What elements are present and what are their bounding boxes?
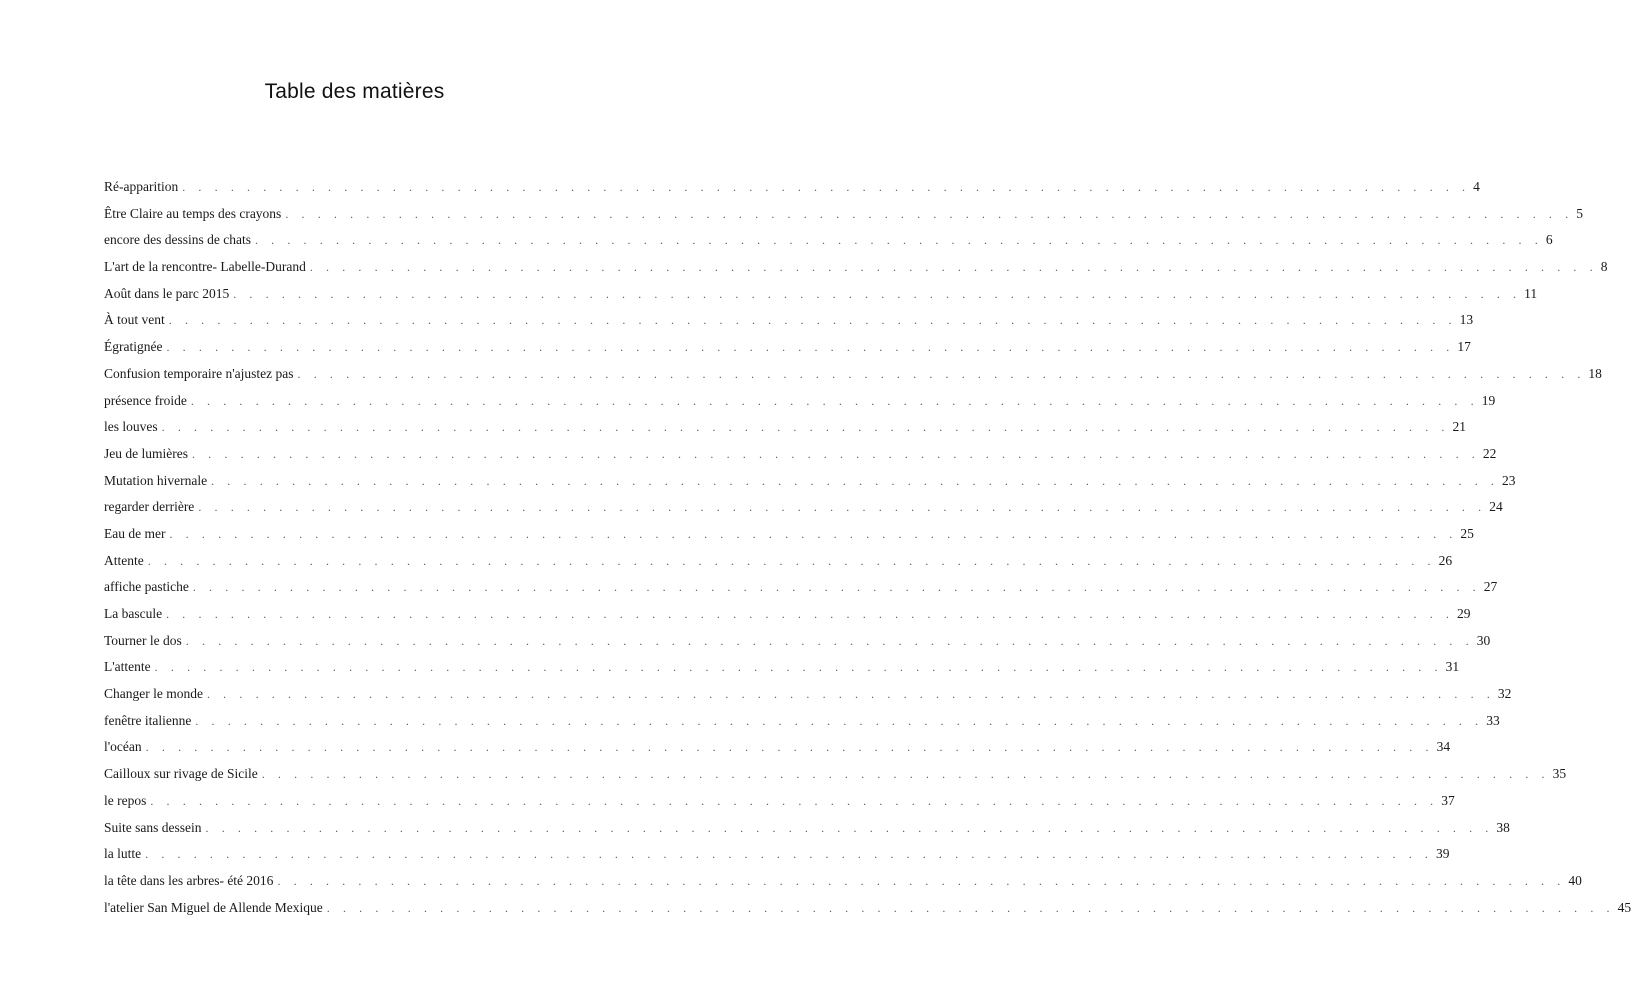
toc-page-number: 37: [1441, 792, 1455, 808]
dot-leader: . . . . . . . . . . . . . . . . . . . . . . . . . . . . . . . . . . . . . . . . . . . . . . . . . . . . . . . . . . . . . . . . . . . . . . . . . . . . . . . .: [145, 847, 1434, 862]
toc-page-number: 34: [1436, 739, 1451, 755]
toc-entry-title: Tourner le dos: [104, 632, 182, 648]
toc-entry[interactable]: [104, 815, 1510, 842]
toc-page-number: 4: [1473, 179, 1480, 194]
toc-entry-title: la tête dans les arbres- été 2016: [104, 872, 274, 888]
toc-page-number: 6: [1545, 232, 1553, 248]
dot-leader: . . . . . . . . . . . . . . . . . . . . . . . . . . . . . . . . . . . . . . . . . . . . . . . . . . . . . . . . . . . . . . . . . . . . . . . . . . . . . . . .: [166, 340, 1455, 355]
toc-entry[interactable]: [104, 895, 1631, 922]
dot-leader: . . . . . . . . . . . . . . . . . . . . . . . . . . . . . . . . . . . . . . . . . . . . . . . . . . . . . . . . . . . . . . . . . . . . . . . . . . . . . . . .: [297, 366, 1586, 381]
toc-page-number: 35: [1552, 766, 1567, 782]
toc-entry[interactable]: [104, 174, 1480, 201]
toc-page-number: 39: [1436, 846, 1450, 862]
toc-page-number: 5: [1576, 205, 1583, 221]
toc-entry-title: Changer le monde: [104, 686, 203, 702]
toc-page-number: 26: [1438, 552, 1453, 568]
toc-entry[interactable]: [104, 601, 1471, 628]
toc-page-number: 40: [1568, 872, 1582, 888]
toc-entry[interactable]: [104, 468, 1516, 495]
dot-leader: . . . . . . . . . . . . . . . . . . . . . . . . . . . . . . . . . . . . . . . . . . . . . . . . . . . . . . . . . . . . . . . . . . . . . . . . . . . . . . . .: [150, 793, 1439, 808]
toc-entry[interactable]: [104, 708, 1500, 735]
toc-page-number: 24: [1489, 499, 1503, 515]
toc-entry-title: Eau de mer: [104, 525, 166, 541]
toc-entry-title: l'atelier San Miguel de Allende Mexique: [104, 899, 323, 915]
toc-entry-title: la lutte: [104, 846, 142, 862]
toc-entry-title: Suite sans dessein: [104, 819, 202, 835]
toc-entry[interactable]: [104, 307, 1474, 334]
dot-leader: . . . . . . . . . . . . . . . . . . . . . . . . . . . . . . . . . . . . . . . . . . . . . . . . . . . . . . . . . . . . . . . . . . . . . . . . . . . . . . . .: [254, 233, 1543, 248]
toc-page-number: 30: [1476, 632, 1491, 648]
toc-entry-title: Ré-apparition: [104, 179, 179, 194]
toc-page-number: 8: [1600, 259, 1608, 275]
toc-entry[interactable]: [104, 548, 1453, 575]
toc-entry-title: Égratignée: [104, 339, 163, 355]
dot-leader: . . . . . . . . . . . . . . . . . . . . . . . . . . . . . . . . . . . . . . . . . . . . . . . . . . . . . . . . . . . . . . . . . . . . . . . . . . . . . . . .: [190, 393, 1479, 408]
dot-leader: . . . . . . . . . . . . . . . . . . . . . . . . . . . . . . . . . . . . . . . . . . . . . . . . . . . . . . . . . . . . . . . . . . . . . . . . . . . . . . . .: [161, 420, 1450, 435]
toc-entry-title: Jeu de lumières: [104, 445, 188, 461]
toc-entry-title: Août dans le parc 2015: [104, 285, 230, 301]
toc-entry[interactable]: [104, 521, 1474, 548]
toc-page-number: 22: [1482, 445, 1497, 461]
dot-leader: . . . . . . . . . . . . . . . . . . . . . . . . . . . . . . . . . . . . . . . . . . . . . . . . . . . . . . . . . . . . . . . . . . . . . . . . . . . . . . . .: [309, 260, 1598, 275]
toc-page-number: 33: [1486, 712, 1500, 728]
toc-entry[interactable]: [104, 628, 1491, 655]
toc-entry-title: présence froide: [104, 392, 187, 408]
toc-page-number: 27: [1483, 579, 1498, 595]
toc-entry-title: Être Claire au temps des crayons: [104, 205, 282, 221]
toc-entry[interactable]: [104, 574, 1498, 601]
toc-page-number: 45: [1617, 899, 1631, 915]
toc-entry-title: les louves: [104, 419, 158, 435]
dot-leader: . . . . . . . . . . . . . . . . . . . . . . . . . . . . . . . . . . . . . . . . . . . . . . . . . . . . . . . . . . . . . . . . . . . . . . . . . . . . . . . .: [206, 687, 1495, 702]
dot-leader: . . . . . . . . . . . . . . . . . . . . . . . . . . . . . . . . . . . . . . . . . . . . . . . . . . . . . . . . . . . . . . . . . . . . . . . . . . . . . . . .: [261, 767, 1550, 782]
dot-leader: . . . . . . . . . . . . . . . . . . . . . . . . . . . . . . . . . . . . . . . . . . . . . . . . . . . . . . . . . . . . . . . . . . . . . . . . . . . . . . . .: [191, 446, 1480, 461]
toc-entry[interactable]: [104, 201, 1583, 228]
dot-leader: . . . . . . . . . . . . . . . . . . . . . . . . . . . . . . . . . . . . . . . . . . . . . . . . . . . . . . . . . . . . . . . . . . . . . . . . . . . . . . . .: [147, 553, 1436, 568]
page-title: Table des matières: [264, 80, 445, 103]
dot-leader: . . . . . . . . . . . . . . . . . . . . . . . . . . . . . . . . . . . . . . . . . . . . . . . . . . . . . . . . . . . . . . . . . . . . . . . . . . . . . . . .: [205, 820, 1494, 835]
toc-entry-title: À tout vent: [104, 312, 165, 328]
toc-entry[interactable]: [104, 414, 1467, 441]
toc-entry-title: fenêtre italienne: [104, 712, 192, 728]
dot-leader: . . . . . . . . . . . . . . . . . . . . . . . . . . . . . . . . . . . . . . . . . . . . . . . . . . . . . . . . . . . . . . . . . . . . . . . . . . . . . . . .: [326, 900, 1615, 915]
toc-entry-title: Attente: [104, 552, 144, 568]
toc-page-number: 11: [1524, 285, 1538, 301]
dot-leader: . . . . . . . . . . . . . . . . . . . . . . . . . . . . . . . . . . . . . . . . . . . . . . . . . . . . . . . . . . . . . . . . . . . . . . . . . . . . . . . .: [211, 473, 1500, 488]
dot-leader: . . . . . . . . . . . . . . . . . . . . . . . . . . . . . . . . . . . . . . . . . . . . . . . . . . . . . . . . . . . . . . . . . . . . . . . . . . . . . . . .: [233, 286, 1522, 301]
toc-entry[interactable]: [104, 494, 1503, 521]
toc-entry[interactable]: [104, 761, 1567, 788]
toc-page-number: 19: [1481, 392, 1496, 408]
dot-leader: . . . . . . . . . . . . . . . . . . . . . . . . . . . . . . . . . . . . . . . . . . . . . . . . . . . . . . . . . . . . . . . . . . . . . . . . . . . . . . . .: [145, 740, 1434, 755]
toc-page-number: 29: [1457, 606, 1471, 621]
toc-entry-title: Confusion temporaire n'ajustez pas: [104, 365, 294, 381]
toc-entry-title: l'océan: [104, 739, 142, 755]
toc-page-number: 32: [1497, 686, 1512, 702]
toc-entry-title: le repos: [104, 792, 147, 808]
toc-entry-title: L'art de la rencontre- Labelle-Durand: [104, 259, 306, 275]
toc-entry-title: encore des dessins de chats: [104, 232, 251, 248]
toc-entry[interactable]: [104, 654, 1460, 681]
toc-entry[interactable]: [104, 334, 1471, 361]
toc-entry[interactable]: [104, 681, 1512, 708]
toc-entry-title: regarder derrière: [104, 499, 195, 515]
toc-entry[interactable]: [104, 361, 1602, 388]
toc-entry-title: affiche pastiche: [104, 579, 189, 595]
toc-entry[interactable]: [104, 734, 1451, 761]
dot-leader: . . . . . . . . . . . . . . . . . . . . . . . . . . . . . . . . . . . . . . . . . . . . . . . . . . . . . . . . . . . . . . . . . . . . . . . . . . . . . . . .: [185, 633, 1474, 648]
dot-leader: . . . . . . . . . . . . . . . . . . . . . . . . . . . . . . . . . . . . . . . . . . . . . . . . . . . . . . . . . . . . . . . . . . . . . . . . . . . . . . . .: [198, 500, 1487, 515]
toc-entry-title: Cailloux sur rivage de Sicile: [104, 766, 258, 782]
toc-page-number: 31: [1445, 659, 1460, 675]
toc-page-number: 23: [1502, 472, 1516, 488]
toc-entry[interactable]: [104, 388, 1496, 415]
dot-leader: . . . . . . . . . . . . . . . . . . . . . . . . . . . . . . . . . . . . . . . . . . . . . . . . . . . . . . . . . . . . . . . . . . . . . . . . . . . . . . . .: [192, 580, 1481, 595]
toc-entry[interactable]: [104, 788, 1455, 815]
toc-page-number: 21: [1452, 419, 1467, 435]
dot-leader: . . . . . . . . . . . . . . . . . . . . . . . . . . . . . . . . . . . . . . . . . . . . . . . . . . . . . . . . . . . . . . . . . . . . . . . . . . . . . . . .: [182, 180, 1471, 194]
toc-page-number: 17: [1457, 339, 1471, 355]
toc-entry-title: Mutation hivernale: [104, 472, 208, 488]
dot-leader: . . . . . . . . . . . . . . . . . . . . . . . . . . . . . . . . . . . . . . . . . . . . . . . . . . . . . . . . . . . . . . . . . . . . . . . . . . . . . . . .: [277, 873, 1566, 888]
toc-entry[interactable]: [104, 841, 1450, 868]
toc-page-number: 13: [1459, 312, 1474, 328]
toc-entry[interactable]: [104, 868, 1582, 895]
dot-leader: . . . . . . . . . . . . . . . . . . . . . . . . . . . . . . . . . . . . . . . . . . . . . . . . . . . . . . . . . . . . . . . . . . . . . . . . . . . . . . . .: [285, 206, 1574, 221]
toc-entry[interactable]: [104, 254, 1608, 281]
toc-page-number: 38: [1496, 819, 1510, 835]
toc-entry[interactable]: [104, 281, 1538, 308]
toc-page-number: 18: [1588, 365, 1602, 381]
dot-leader: . . . . . . . . . . . . . . . . . . . . . . . . . . . . . . . . . . . . . . . . . . . . . . . . . . . . . . . . . . . . . . . . . . . . . . . . . . . . . . . .: [168, 313, 1457, 328]
table-of-contents: [104, 174, 1631, 921]
dot-leader: . . . . . . . . . . . . . . . . . . . . . . . . . . . . . . . . . . . . . . . . . . . . . . . . . . . . . . . . . . . . . . . . . . . . . . . . . . . . . . . .: [195, 713, 1484, 728]
toc-entry-title: L'attente: [104, 659, 151, 675]
dot-leader: . . . . . . . . . . . . . . . . . . . . . . . . . . . . . . . . . . . . . . . . . . . . . . . . . . . . . . . . . . . . . . . . . . . . . . . . . . . . . . . .: [169, 526, 1458, 541]
toc-entry[interactable]: [104, 441, 1497, 468]
dot-leader: . . . . . . . . . . . . . . . . . . . . . . . . . . . . . . . . . . . . . . . . . . . . . . . . . . . . . . . . . . . . . . . . . . . . . . . . . . . . . . . .: [154, 660, 1443, 675]
toc-page-number: 25: [1460, 525, 1474, 541]
dot-leader: . . . . . . . . . . . . . . . . . . . . . . . . . . . . . . . . . . . . . . . . . . . . . . . . . . . . . . . . . . . . . . . . . . . . . . . . . . . . . . . .: [166, 607, 1454, 621]
toc-entry-title: La bascule: [104, 606, 163, 621]
toc-entry[interactable]: [104, 227, 1553, 254]
